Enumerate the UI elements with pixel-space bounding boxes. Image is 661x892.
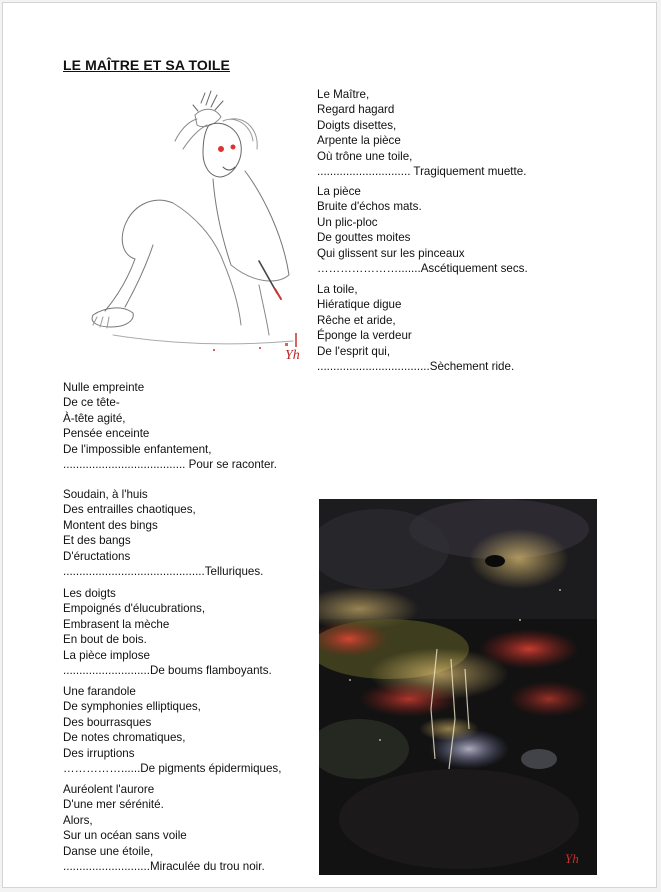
verse-line: Alors, — [63, 813, 93, 827]
verse-line: ………………….......Ascétiquement secs. — [317, 262, 528, 276]
verse-line: Les doigts — [63, 587, 116, 600]
verse-line: Rêche et aride, — [317, 313, 396, 327]
sketch-signature: Yh — [285, 348, 300, 363]
poem-title: LE MAÎTRE ET SA TOILE — [63, 57, 230, 73]
verse-line: En bout de bois. — [63, 633, 147, 647]
verse-line: Pensée enceinte — [63, 427, 150, 441]
stanza — [317, 282, 514, 374]
verse-line: Et des bangs — [63, 534, 131, 548]
document-page — [2, 2, 657, 888]
verse-line: De l'esprit qui, — [317, 344, 391, 358]
verse-line: Embrasent la mèche — [63, 617, 170, 631]
verse-line: ……………......De pigments épidermiques, — [63, 762, 282, 776]
verse-line: Une farandole — [63, 685, 136, 698]
verse-line: Regard hagard — [317, 103, 395, 117]
verse-line: Éponge la verdeur — [317, 329, 412, 343]
verse-line: ...................................... Pour se raconter. — [63, 458, 277, 472]
stanza — [63, 487, 263, 579]
verse-line: ...................................Sèchement ride. — [317, 360, 515, 374]
verse-line: Le Maître, — [317, 88, 370, 101]
verse-line: Des irruptions — [63, 746, 135, 760]
verse-line: D'une mer sérénité. — [63, 798, 164, 812]
verse-line: Doigts disettes, — [317, 118, 397, 132]
verse-line: Un plic-ploc — [317, 215, 378, 229]
verse-line: D'éructations — [63, 549, 131, 563]
verse-line: Des entrailles chaotiques, — [63, 503, 196, 517]
verse-line: Arpente la pièce — [317, 134, 401, 148]
verse-line: De gouttes moites — [317, 231, 411, 245]
verse-line: Des bourrasques — [63, 715, 152, 729]
verse-line: Empoignés d'élucubrations, — [63, 602, 206, 616]
verse-line: Où trône une toile, — [317, 149, 413, 163]
verse-line: La pièce implose — [63, 648, 151, 662]
abstract-painting — [319, 499, 597, 875]
verse-line: Soudain, à l'huis — [63, 488, 148, 501]
sketch-illustration — [63, 85, 308, 370]
verse-line: De symphonies elliptiques, — [63, 700, 201, 714]
verse-line: De ce tête- — [63, 396, 120, 410]
stanza — [63, 684, 281, 776]
verse-line: Qui glissent sur les pinceaux — [317, 246, 465, 260]
verse-line: Nulle empreinte — [63, 381, 145, 394]
verse-line: Montent des bings — [63, 518, 158, 532]
verse-line: ............................................Telluriques. — [63, 565, 264, 579]
verse-line: Bruite d'échos mats. — [317, 200, 422, 214]
verse-line: De l'impossible enfantement, — [63, 442, 212, 456]
verse-line: Danse une étoile, — [63, 844, 154, 858]
verse-line: ...........................Miraculée du trou noir. — [63, 860, 265, 874]
verse-line: La toile, — [317, 283, 358, 296]
verse-line: Hiératique digue — [317, 298, 402, 312]
verse-line: ............................. Tragiquement muette. — [317, 165, 527, 179]
stanza — [63, 586, 272, 678]
painting-signature: Yh — [565, 851, 579, 866]
stanza — [317, 87, 526, 179]
verse-line: Auréolent l'aurore — [63, 783, 155, 796]
verse-line: ...........................De boums flamboyants. — [63, 664, 272, 678]
verse-line: La pièce — [317, 185, 361, 198]
verse-line: À-tête agité, — [63, 411, 126, 425]
verse-line: Sur un océan sans voile — [63, 829, 187, 843]
stanza — [63, 782, 265, 874]
verse-line: De notes chromatiques, — [63, 731, 186, 745]
stanza — [317, 184, 528, 276]
stanza — [63, 380, 277, 472]
